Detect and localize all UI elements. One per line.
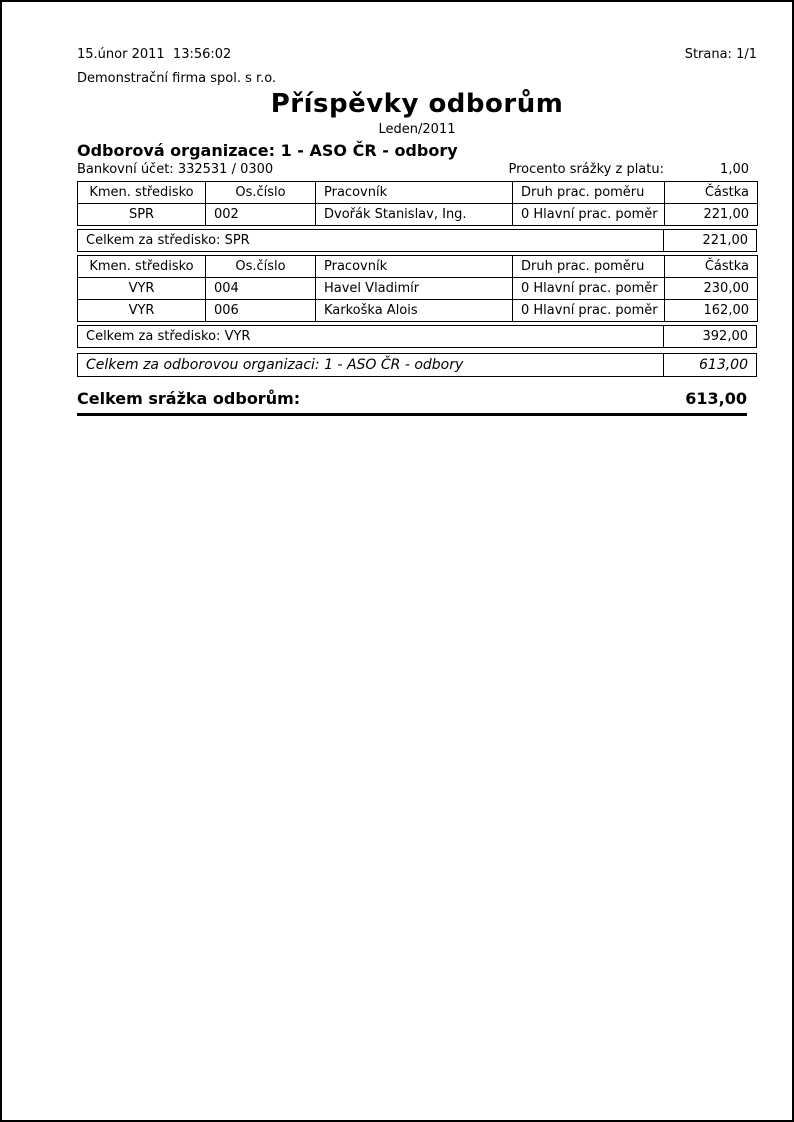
cell-name: Karkoška Alois [316,300,513,322]
col-header-amount: Částka [665,256,758,278]
deduction-percent [509,162,758,178]
page-content [2,2,792,416]
cell-amount: 230,00 [665,278,758,300]
table-row [78,278,758,300]
organization-heading: Odborová organizace: 1 - ASO ČR - odbory [77,141,458,160]
cell-number: 004 [206,278,316,300]
employee-table-vyr [77,255,758,322]
col-header-type: Druh prac. poměru [513,182,665,204]
col-header-type: Druh prac. poměru [513,256,665,278]
cell-name: Dvořák Stanislav, Ing. [316,204,513,226]
report-period: Leden/2011 [378,122,456,137]
center-summary-label: Celkem za středisko: VYR [86,329,251,344]
top-line [77,46,757,63]
deduction-percent-value: 1,00 [720,162,749,177]
page-number: Strana: 1/1 [684,47,757,62]
grand-total-value: 613,00 [685,389,747,408]
table-header-row [78,256,758,278]
cell-type: 0 Hlavní prac. poměr [513,278,665,300]
col-header-center: Kmen. středisko [78,256,206,278]
bank-account: Bankovní účet: 332531 / 0300 [77,162,274,177]
col-header-name: Pracovník [316,182,513,204]
table-header-row [78,182,758,204]
center-summary-value: 392,00 [663,326,756,347]
cell-number: 002 [206,204,316,226]
cell-name: Havel Vladimír [316,278,513,300]
cell-center: VYR [78,278,206,300]
grand-total [77,389,747,416]
print-datetime: 15.únor 2011 13:56:02 [77,47,232,62]
cell-type: 0 Hlavní prac. poměr [513,300,665,322]
cell-amount: 221,00 [665,204,758,226]
col-header-number: Os.číslo [206,256,316,278]
col-header-number: Os.číslo [206,182,316,204]
center-summary-value: 221,00 [663,230,756,251]
employee-table-spr [77,181,758,226]
organization-total-label: Celkem za odborovou organizaci: 1 - ASO ČR - odbory [86,357,464,373]
table-row [78,300,758,322]
col-header-amount: Částka [665,182,758,204]
cell-type: 0 Hlavní prac. poměr [513,204,665,226]
cell-number: 006 [206,300,316,322]
cell-center: SPR [78,204,206,226]
grand-total-label: Celkem srážka odborům: [77,389,301,408]
organization-total [77,353,757,377]
deduction-percent-label: Procento srážky z platu: [508,162,664,177]
cell-amount: 162,00 [665,300,758,322]
table-row [78,204,758,226]
cell-center: VYR [78,300,206,322]
center-summary-label: Celkem za středisko: SPR [86,233,250,248]
company-name: Demonstrační firma spol. s r.o. [77,71,277,86]
center-summary-vyr [77,325,757,348]
center-summary-spr [77,229,757,252]
col-header-name: Pracovník [316,256,513,278]
report-title: Příspěvky odborům [270,89,564,119]
bank-line [77,162,757,178]
organization-total-value: 613,00 [663,354,756,376]
col-header-center: Kmen. středisko [78,182,206,204]
